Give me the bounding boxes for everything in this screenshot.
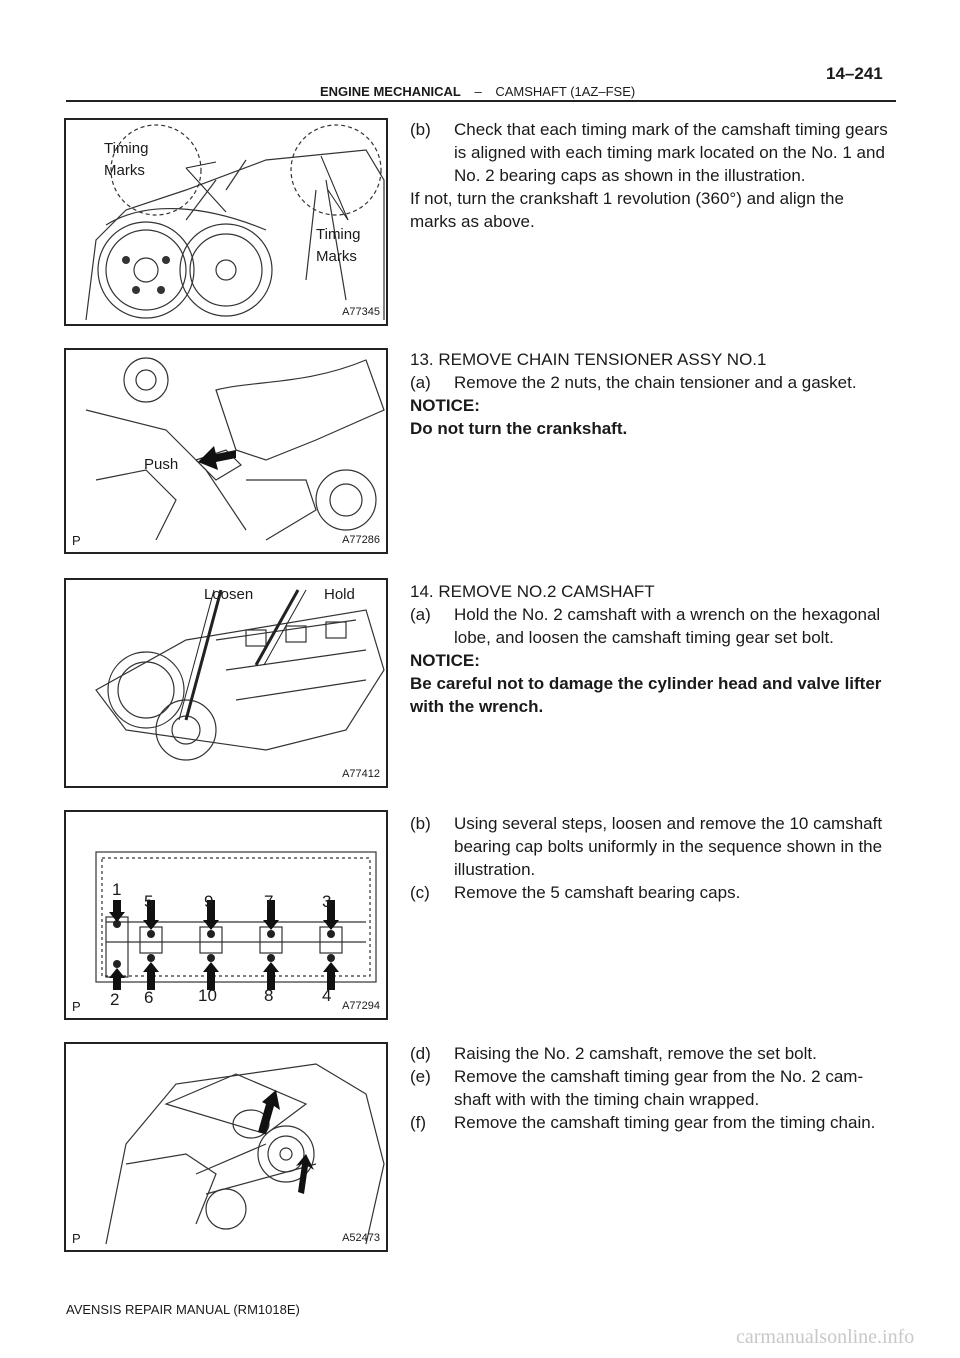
sequence-number-4: 4 <box>322 986 332 1005</box>
figure-timing-marks <box>64 118 388 326</box>
figure-id: A52473 <box>342 1232 380 1244</box>
section-bearing-caps <box>410 812 896 904</box>
figure-remove-gear <box>64 1042 388 1252</box>
notice-label: NOTICE: <box>410 651 480 670</box>
sequence-number-2: 2 <box>110 990 120 1009</box>
push-label: Push <box>144 456 179 473</box>
note-turn-crankshaft: If not, turn the crankshaft 1 revolution (360°) and align the marks as above. <box>410 189 844 231</box>
figure-bolt-sequence <box>64 810 388 1020</box>
sequence-number-1: 1 <box>112 880 122 899</box>
notice-text: Be careful not to damage the cylinder head and valve lifter with the wrench. <box>410 674 882 716</box>
watermark: carmanualsonline.info <box>736 1326 915 1348</box>
figure-id: A77286 <box>342 534 380 546</box>
header-dash: – <box>474 84 482 99</box>
notice-label: NOTICE: <box>410 396 480 415</box>
figure-corner-mark: P <box>72 533 81 548</box>
timing-marks-label-left: Timing Marks <box>104 140 149 179</box>
step-c-remove-caps: (c) Remove the 5 camshaft bearing caps. <box>410 883 741 902</box>
step-e-remove-gear: (e) Remove the camshaft timing gear from the No. 2 cam- shaft with with the timing chain wrapped. <box>410 1067 864 1109</box>
loosen-label: Loosen <box>204 586 254 603</box>
figure-corner-mark: P <box>72 1231 81 1246</box>
header-section: ENGINE MECHANICAL <box>320 84 461 99</box>
page-number: 14–241 <box>826 64 883 83</box>
remove-gear-illustration <box>66 1044 386 1250</box>
hold-label: Hold <box>324 586 355 603</box>
figure-loosen-hold <box>64 578 388 788</box>
figure-chain-tensioner <box>64 348 388 554</box>
sequence-number-8: 8 <box>264 986 274 1005</box>
figure-id: A77412 <box>342 768 380 780</box>
step-a-remove-nuts: (a) Remove the 2 nuts, the chain tensioner and a gasket. <box>410 373 857 392</box>
step-b-check-marks: (b) Check that each timing mark of the camshaft timing gears is aligned with each timing mark located on the No. 1 and No. 2 bearing caps as shown in the illustration. <box>410 120 888 185</box>
section-remove-camshaft <box>410 580 896 718</box>
chain-tensioner-illustration <box>66 350 386 552</box>
loosen-hold-illustration <box>66 580 386 786</box>
sequence-number-5: 5 <box>144 892 154 911</box>
sequence-number-9: 9 <box>204 892 214 911</box>
header-rule <box>66 100 896 102</box>
notice-text: Do not turn the crankshaft. <box>410 419 628 438</box>
figure-id: A77294 <box>342 1000 380 1012</box>
heading-14: 14. REMOVE NO.2 CAMSHAFT <box>410 582 655 601</box>
timing-marks-label-right: Timing Marks <box>316 226 361 265</box>
manual-footer: AVENSIS REPAIR MANUAL (RM1018E) <box>66 1302 300 1317</box>
sequence-number-7: 7 <box>264 892 274 911</box>
running-header <box>320 84 635 99</box>
step-a-hold-camshaft: (a) Hold the No. 2 camshaft with a wrench on the hexagonal lobe, and loosen the camshaft timing gear set bolt. <box>410 605 881 647</box>
section-timing-check <box>410 118 896 233</box>
figure-id: A77345 <box>342 306 380 318</box>
sequence-number-6: 6 <box>144 988 154 1007</box>
bolt-sequence-illustration <box>66 812 386 1018</box>
step-b-loosen-bolts: (b) Using several steps, loosen and remove the 10 camshaft bearing cap bolts uniformly in the sequence shown in the illustration. <box>410 814 883 879</box>
header-subsection: CAMSHAFT (1AZ–FSE) <box>495 84 636 99</box>
section-chain-tensioner <box>410 348 896 440</box>
heading-13: 13. REMOVE CHAIN TENSIONER ASSY NO.1 <box>410 350 767 369</box>
step-d-raise-camshaft: (d) Raising the No. 2 camshaft, remove the set bolt. <box>410 1044 817 1063</box>
section-remove-gear <box>410 1042 896 1134</box>
figure-corner-mark: P <box>72 999 81 1014</box>
sequence-number-3: 3 <box>322 892 332 911</box>
step-f-remove-from-chain: (f) Remove the camshaft timing gear from the timing chain. <box>410 1113 876 1132</box>
sequence-number-10: 10 <box>198 986 217 1005</box>
